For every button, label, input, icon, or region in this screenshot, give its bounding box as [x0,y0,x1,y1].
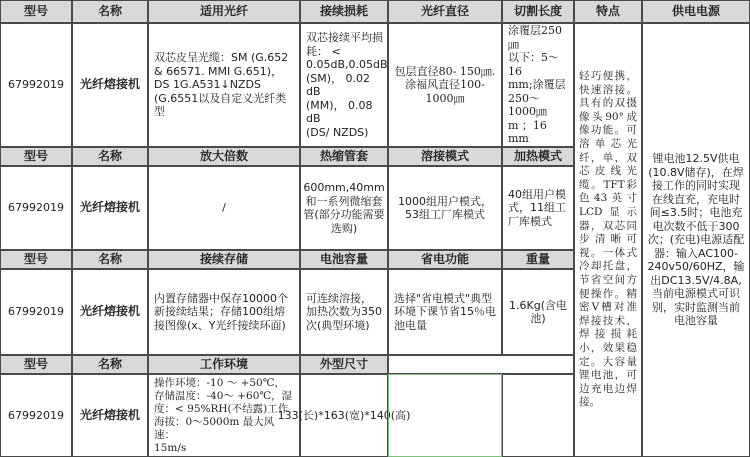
storage-cell: 内置存储器中保存10000个新接续结果；存储100组熔接图像(x、Y光纤接续环面) [148,269,300,355]
splice-mode-cell: 1000组用户模式，53组工厂库模式 [388,166,502,250]
header-name-4: 名称 [72,355,148,374]
header-heat-sleeve: 热缩管套 [300,147,388,166]
header-heat-mode: 加热模式 [502,147,574,166]
name-cell-2: 光纤熔接机 [72,166,148,250]
header-power-save: 省电功能 [388,250,502,269]
header-power-supply: 供电电源 [642,0,750,23]
heat-mode-cell: 40组用户模式，11组工厂库模式 [502,166,574,250]
header-splice-mode: 溶接模式 [388,147,502,166]
model-cell-3: 67992019 [0,269,72,355]
header-model-4: 型号 [0,355,72,374]
power-save-cell: 选择"省电模式"典型环境下课节省15％电池电量 [388,269,502,355]
empty-cell [502,374,574,457]
power-supply-cell: 锂电池12.5V供电(10.8V储存)，在焊接工作的同时实现在线直充，充电时间≤3.5时；电池充电次数不低于300次；(充电)电源适配器：输入AC100-240v50/60HZ，输出DC13.5V/4.8A,当前电源模式可识别，实时监测当前电池容量 [642,23,750,457]
heat-sleeve-cell: 600mm,40mm和一系列微缩套管(部分功能需要选购) [300,166,388,250]
empty-header-cell [388,355,574,374]
name-cell-4: 光纤熔接机 [72,374,148,457]
fiber-type-cell: 双芯皮呈光缆：SM (G.652 & 66571. MMI G.651)，DS 1G.A531↓NZDS (G.6551以及自定义光纤类型 [148,23,300,147]
model-cell-1: 67992019 [0,23,72,147]
splice-loss-cell: 双芯接续平均损耗： < 0.05dB,0.05dB (SM)， 0.02 dB (MM)， 0.08 dB (DS/ NZDS) [300,23,388,147]
header-name-3: 名称 [72,250,148,269]
header-weight: 重量 [502,250,574,269]
name-cell-3: 光纤熔接机 [72,269,148,355]
model-cell-4: 67992019 [0,374,72,457]
header-model-2: 型号 [0,147,72,166]
header-battery: 电池容量 [300,250,388,269]
selected-empty-cell[interactable] [388,374,502,457]
environment-cell: 操作环境：-10 ～ +50℃，存储温度：-40～ +60℃，湿度：< 95%RH(不结露)工作海拔：0～5000m 最大风速： 15m/s [148,374,300,457]
battery-cell: 可连续溶接， 加热次数为350次(典型环境) [300,269,388,355]
weight-cell: 1.6Kg(含电池) [502,269,574,355]
header-name-2: 名称 [72,147,148,166]
header-name-1: 名称 [72,0,148,23]
fiber-diameter-cell: 包层直径80- 150㎛. 涂福风直径100- 1000㎛ [388,23,502,147]
header-storage: 接续存储 [148,250,300,269]
header-magnification: 放大倍数 [148,147,300,166]
header-dimensions: 外型尺寸 [300,355,388,374]
header-model-3: 型号 [0,250,72,269]
features-cell: 轻巧便携，快速溶接。具有的双摄像头90°成像功能。可溶单芯光纤，单，双芯皮线光缆。TFT彩色43英寸LCD显示器，双芯同步清晰可视。一体式冷却托盘，节省空间方便操作。精密V槽对准焊接技术，焊接损耗小，效果稳定。大容量锂电池，可边充电边焊接。 [574,23,642,457]
header-fiber-type: 适用光纤 [148,0,300,23]
magnification-cell: / [148,166,300,250]
model-cell-2: 67992019 [0,166,72,250]
header-environment: 工作环境 [148,355,300,374]
header-features: 特点 [574,0,642,23]
header-splice-loss: 接续损耗 [300,0,388,23]
name-cell-1: 光纤熔接机 [72,23,148,147]
header-fiber-diameter: 光纤直径 [388,0,502,23]
header-cleave-length: 切割长度 [502,0,574,23]
cleave-length-cell: 涂覆层250㎛ 以下：5～16 mm;涂覆层 250～ 1000㎛ m ；16 mm [502,23,574,147]
header-model-1: 型号 [0,0,72,23]
dimensions-cell: 133(长)*163(宽)*140(高) [300,374,388,457]
